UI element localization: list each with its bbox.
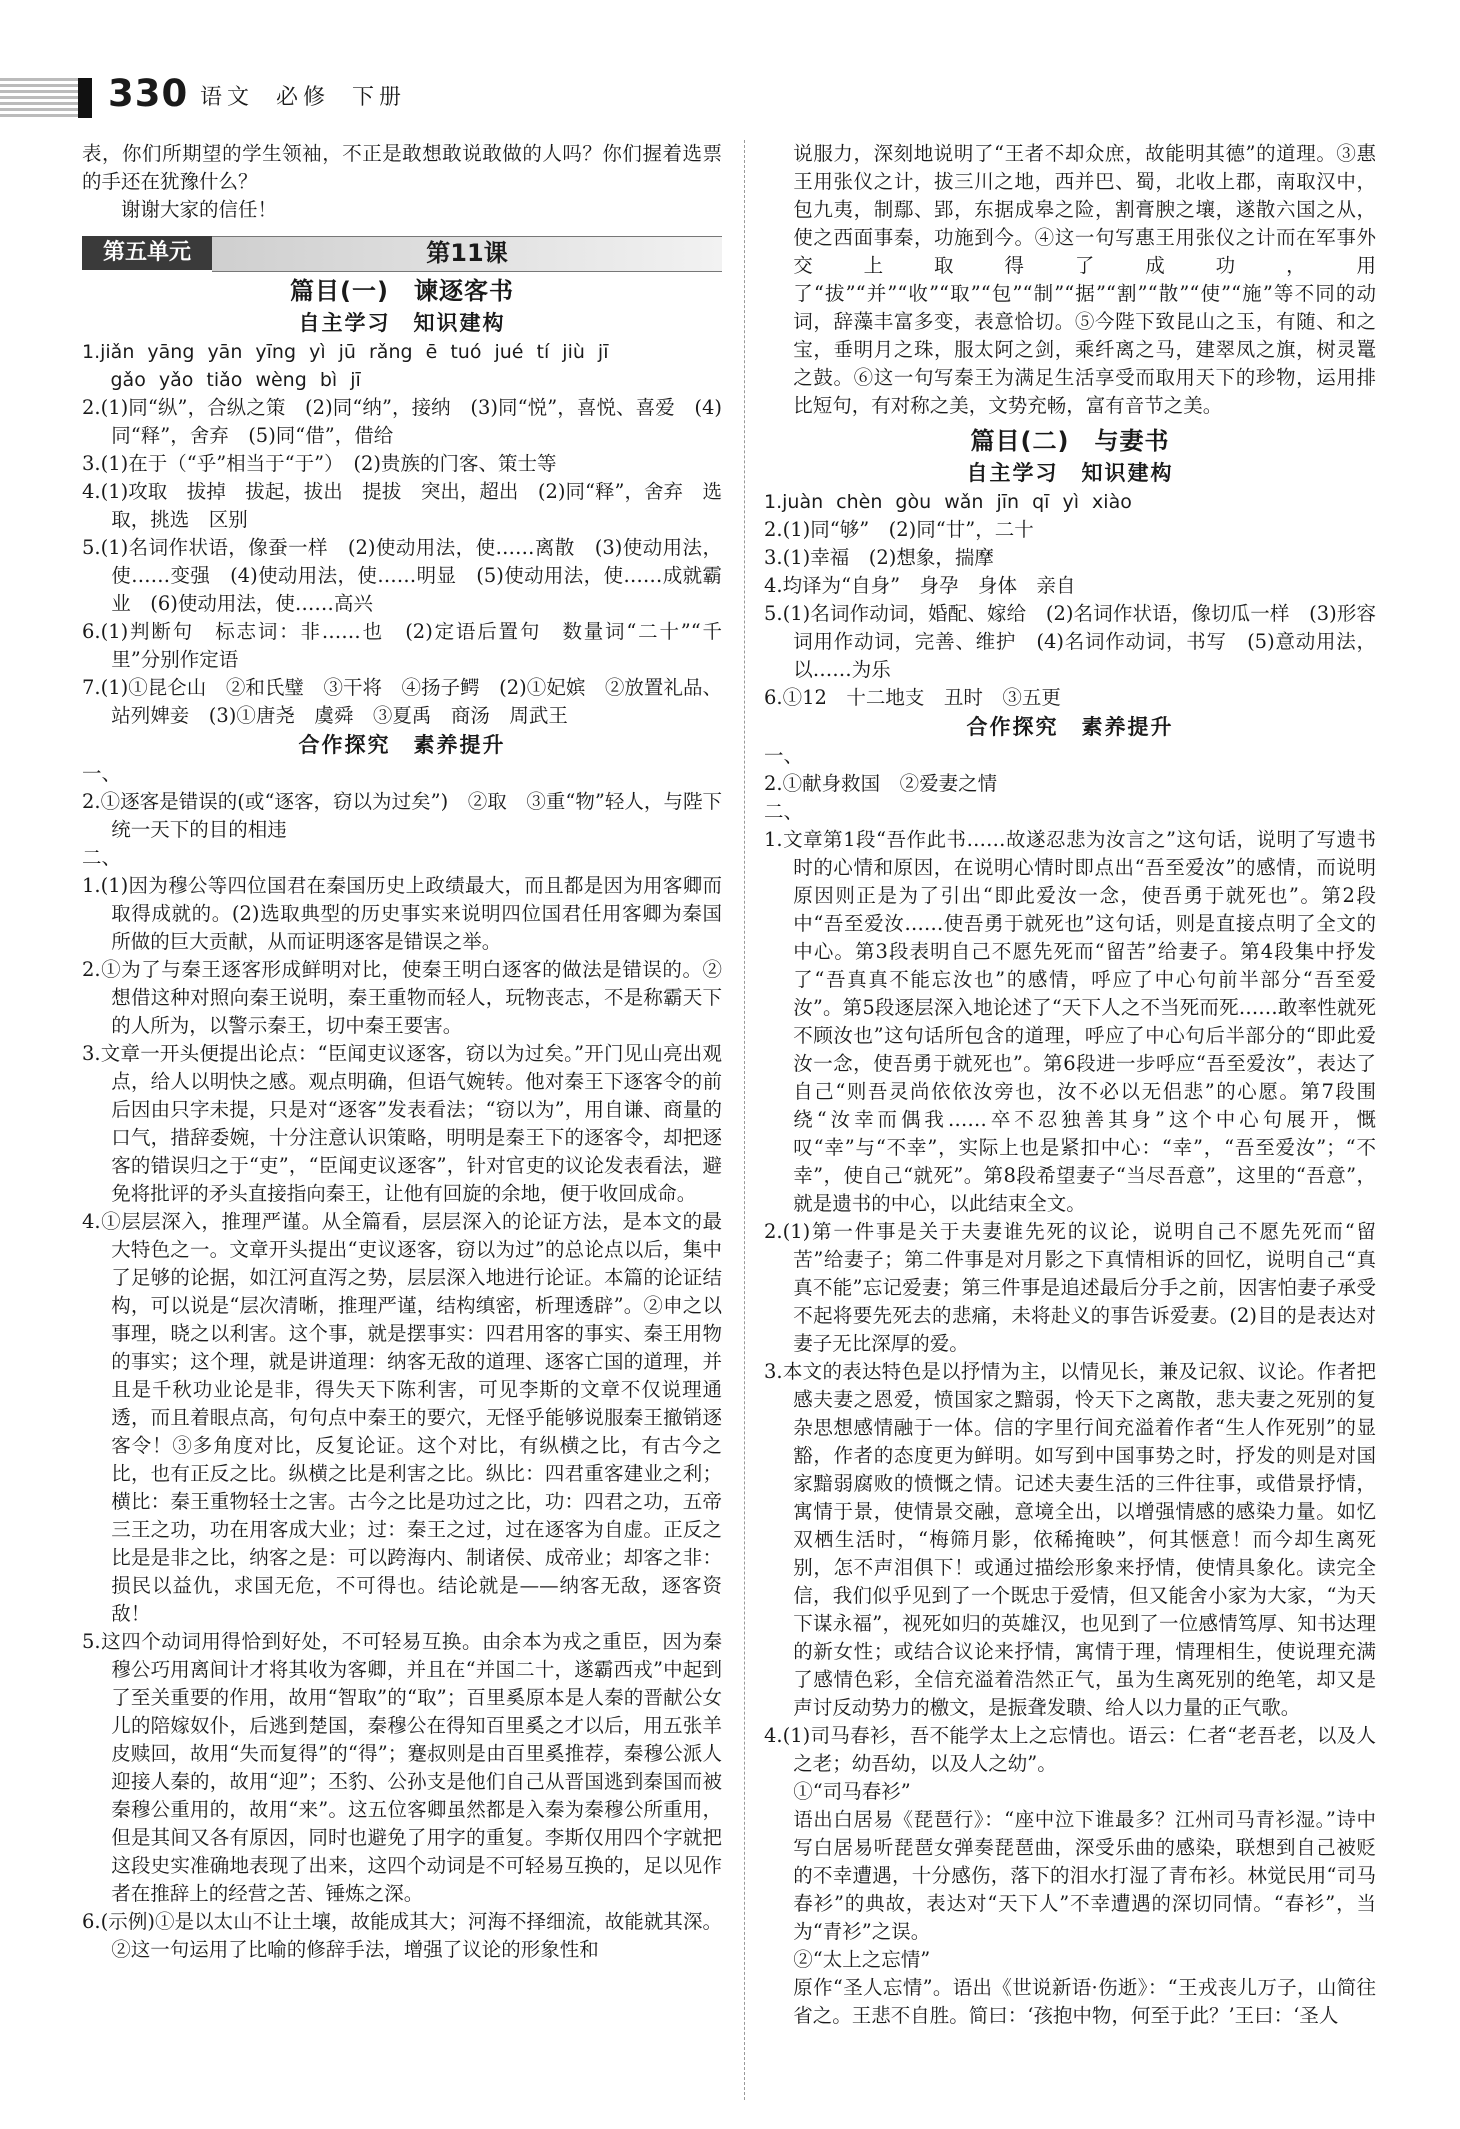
answer-item: 4.①层层深入，推理严谨。从全篇看，层层深入的论证方法，是本文的最大特色之一。文章开头提出“吏议逐客，窃以为过”的总论点以后，集中了足够的论据，如江河直泻之势，层层深入地进行论证。本篇的论证结构，可以说是“层次清晰，推理严谨，结构缜密，析理透辟”。②申之以事理，晓之以利害。这个事，就是摆事实：四君用客的事实、秦王用物的事实；这个理，就是讲道理：纳客无敌的道理、逐客亡国的道理，并且是千秋功业论是非，得失天下陈利害，可见李斯的文章不仅说理通透，而且着眼点高，句句点中秦王的要穴，无怪乎能够说服秦王撤销逐客令！③多角度对比，反复论证。这个对比，有纵横之比，有古今之比，也有正反之比。纵横之比是利害之比。纵比：四君重客建业之利；横比：秦王重物轻士之害。古今之比是功过之比，功：四君之功，五帝三王之功，功在用客成大业；过：秦王之过，过在逐客为自虚。正反之比是是非之比，纳客之是：可以跨海内、制诸侯、成帝业；却客之非：损民以益仇，求国无危，不可得也。结论就是——纳客无敌，逐客资敌！ [82, 1210, 722, 1625]
answer-item: 2.①为了与秦王逐客形成鲜明对比，使秦王明白逐客的做法是错误的。②想借这种对照向秦王说明，秦王重物而轻人，玩物丧志，不是称霸天下的人所为，以警示秦王，切中秦王要害。 [82, 958, 722, 1037]
answer-item: 3.文章一开头便提出论点：“臣闻吏议逐客，窃以为过矣。”开门见山亮出观点，给人以明快之感。观点明确，但语气婉转。他对秦王下逐客令的前后因由只字未提，只是对“逐客”发表看法；“窃以为”，用自谦、商量的口气，措辞委婉，十分注意认识策略，明明是秦王下的逐客令，却把逐客的错误归之于“吏”，“臣闻吏议逐客”，针对官吏的议论发表看法，避免将批评的矛头直接指向秦王，让他有回旋的余地，便于收回成命。 [82, 1042, 722, 1205]
answer-item: 5.(1)名词作状语，像蚕一样 (2)使动用法，使……离散 (3)使动用法，使……变强 (4)使动用法，使……明显 (5)使动用法，使……成就霸业 (6)使动用法，使……高兴 [82, 536, 722, 615]
section-title: 篇目(二) 与妻书 [970, 427, 1170, 455]
book-title: 语文 必修 下册 [200, 85, 406, 110]
answer-item: 5.(1)名词作动词，婚配、嫁给 (2)名词作状语，像切瓜一样 (3)形容词用作动词，完善、维护 (4)名词作动词，书写 (5)意动用法，以……为乐 [764, 602, 1376, 681]
pinyin-answer: 1.juàn chèn gòu wǎn jīn qī yì xiào [764, 491, 1132, 513]
unit-lesson-bar [82, 236, 722, 270]
part-heading: 二、 [764, 800, 804, 823]
subhead: 合作探究 素养提升 [298, 733, 506, 757]
answer-item: 4.(1)司马春衫，吾不能学太上之忘情也。语云：仁者“老吾老，以及人之老；幼吾幼，以及人之幼”。 [764, 1724, 1376, 1775]
subhead: 合作探究 素养提升 [966, 715, 1174, 739]
left-column [82, 140, 722, 1964]
right-column [764, 140, 1376, 2030]
answer-item: 3.本文的表达特色是以抒情为主，以情见长，兼及记叙、议论。作者把感夫妻之恩爱，愤国家之黯弱，怜天下之离散，悲夫妻之死别的复杂思想感情融于一体。信的字里行间充溢着作者“生人作死别”的显豁，作者的态度更为鲜明。如写到中国事势之时，抒发的则是对国家黯弱腐败的愤慨之情。记述夫妻生活的三件往事，或借景抒情，寓情于景，使情景交融，意境全出，以增强情感的感染力量。如忆双栖生活时，“梅筛月影，依稀掩映”，何其惬意！而今却生离死别，怎不声泪俱下！或通过描绘形象来抒情，使情具象化。读完全信，我们似乎见到了一个既忠于爱情，但又能舍小家为大家，“为天下谋永福”，视死如归的英雄汉，也见到了一位感情笃厚、知书达理的新女性；或结合议论来抒情，寓情于理，情理相生，使说理充满了感情色彩，全信充溢着浩然正气，虽为生离死别的绝笔，却又是声讨反动势力的檄文，是振聋发聩、给人以力量的正气歌。 [764, 1360, 1376, 1719]
subhead: 自主学习 知识建构 [966, 461, 1174, 485]
answer-item: 2.①逐客是错误的(或“逐客，窃以为过矣”) ②取 ③重“物”轻人，与陛下统一天下的目的相违 [82, 790, 722, 841]
header-tab [78, 78, 92, 118]
unit-label: 第五单元 [82, 236, 212, 270]
subhead: 自主学习 知识建构 [298, 311, 506, 335]
answer-subitem: 原作“圣人忘情”。语出《世说新语·伤逝》：“王戎丧儿万子，山简往省之。王悲不自胜。简曰：‘孩抱中物，何至于此？’王曰：‘圣人 [793, 1976, 1376, 2027]
answer-item: 4.(1)攻取 拔掉 拔起，拔出 提拔 突出，超出 (2)同“释”，舍弃 选取，挑选 区别 [82, 480, 722, 531]
answer-item: 6.①12 十二地支 丑时 ③五更 [764, 686, 1061, 709]
answer-item: 3.(1)在于（“乎”相当于“于”） (2)贵族的门客、策士等 [82, 452, 557, 475]
part-heading: 一、 [82, 762, 122, 785]
part-heading: 二、 [82, 846, 122, 869]
answer-item: 2.(1)同“纵”，合纵之策 (2)同“纳”，接纳 (3)同“悦”，喜悦、喜爱 (4)同“释”，舍弃 (5)同“借”，借给 [82, 396, 722, 447]
answer-item: 6.(示例)①是以太山不让土壤，故能成其大；河海不择细流，故能就其深。②这一句运用了比喻的修辞手法，增强了议论的形象性和 [82, 1910, 722, 1961]
answer-subitem: 语出白居易《琵琶行》：“座中泣下谁最多？江州司马青衫湿。”诗中写白居易听琵琶女弹奏琵琶曲，深受乐曲的感染，联想到自己被贬的不幸遭遇，十分感伤，落下的泪水打湿了青布衫。林觉民用“司马春衫”的典故，表达对“天下人”不幸遭遇的深切同情。“春衫”，当为“青衫”之误。 [793, 1808, 1376, 1943]
answer-item: 6.(1)判断句 标志词：非……也 (2)定语后置句 数量词“二十”“千里”分别作定语 [82, 620, 722, 671]
answer-continuation: 说服力，深刻地说明了“王者不却众庶，故能明其德”的道理。③惠王用张仪之计，拔三川之地，西并巴、蜀，北收上郡，南取汉中，包九夷，制鄢、郢，东据成皋之险，割膏腴之壤，遂散六国之从，使之西面事秦，功施到今。④这一句写惠王用张仪之计而在军事外交上取得了成功，用了“拔”“并”“收”“取”“包”“制”“据”“割”“散”“使”“施”等不同的动词，辞藻丰富多变，表意恰切。⑤今陛下致昆山之玉，有随、和之宝，垂明月之珠，服太阿之剑，乘纤离之马，建翠凤之旗，树灵鼍之鼓。⑥这一句写秦王为满足生活享受而取用天下的珍物，运用排比短句，有对称之美，文势充畅，富有音节之美。 [793, 142, 1376, 417]
intro-line: 表，你们所期望的学生领袖，不正是敢想敢说敢做的人吗？你们握着选票的手还在犹豫什么？ [82, 142, 722, 193]
lesson-label: 第11课 [426, 239, 508, 267]
answer-item: 5.这四个动词用得恰到好处，不可轻易互换。由余本为戎之重臣，因为秦穆公巧用离间计才将其收为客卿，并且在“并国二十，遂霸西戎”中起到了至关重要的作用，故用“智取”的“取”；百里奚原本是人秦的晋献公女儿的陪嫁奴仆，后逃到楚国，秦穆公在得知百里奚之才以后，用五张羊皮赎回，故用“失而复得”的“得”；蹇叔则是由百里奚推荐，秦穆公派人迎接人秦的，故用“迎”；丕豹、公孙支是他们自己从晋国逃到秦国而被秦穆公重用的，故用“来”。这五位客卿虽然都是入秦为秦穆公所重用，但是其间又各有原因，同时也避免了用字的重复。李斯仅用四个字就把这段史实准确地表现了出来，这四个动词是不可轻易互换的，足以见作者在推辞上的经营之苦、锤炼之深。 [82, 1630, 722, 1905]
answer-item: 1.文章第1段“吾作此书……故遂忍悲为汝言之”这句话，说明了写遗书时的心情和原因，在说明心情时即点出“吾至爱汝”的感情，而说明原因则正是为了引出“即此爱汝一念，使吾勇于就死也”。第2段中“吾至爱汝……使吾勇于就死也”这句话，则是直接点明了全文的中心。第3段表明自己不愿先死而“留苦”给妻子。第4段集中抒发了“吾真真不能忘汝也”的感情，呼应了中心句前半部分“吾至爱汝”。第5段逐层深入地论述了“天下人之不当死而死……敢率性就死不顾汝也”这句话所包含的道理，呼应了中心句后半部分的“即此爱汝一念，使吾勇于就死也”。第6段进一步呼应“吾至爱汝”，表达了自己“则吾灵尚依依汝旁也，汝不必以无侣悲”的心愿。第7段围绕“汝幸而偶我……卒不忍独善其身”这个中心句展开，慨叹“幸”与“不幸”，实际上也是紧扣中心：“幸”，“吾至爱汝”；“不幸”，使自己“就死”。第8段希望妻子“当尽吾意”，这里的“吾意”，就是遗书的中心，以此结束全文。 [764, 828, 1376, 1215]
intro-line: 谢谢大家的信任！ [121, 198, 278, 221]
header-stripes [0, 78, 78, 118]
section-title: 篇目(一) 谏逐客书 [290, 277, 514, 305]
answer-item: 7.(1)①昆仑山 ②和氏璧 ③干将 ④扬子鳄 (2)①妃嫔 ②放置礼品、站列婢妾 (3)①唐尧 虞舜 ③夏禹 商汤 周武王 [82, 676, 722, 727]
page-header [0, 72, 1460, 138]
answer-item: 2.(1)第一件事是关于夫妻谁先死的议论，说明自己不愿先死而“留苦”给妻子；第二件事是对月影之下真情相诉的回忆，说明自己“真真不能”忘记爱妻；第三件事是追述最后分手之前，因害怕妻子承受不起将要先死去的悲痛，未将赴义的事告诉爱妻。(2)目的是表达对妻子无比深厚的爱。 [764, 1220, 1376, 1355]
column-divider [744, 140, 745, 2100]
answer-item: 3.(1)幸福 (2)想象，揣摩 [764, 546, 994, 569]
part-heading: 一、 [764, 744, 804, 767]
answer-subitem: ②“太上之忘情” [793, 1948, 931, 1971]
pinyin-answer: gǎo yǎo tiǎo wèng bì jī [110, 369, 361, 391]
pinyin-answer: 1.jiǎn yāng yān yīng yì jū rǎng ē tuó jué tí jiù jī [82, 341, 609, 363]
answer-item: 2.(1)同“够” (2)同“廿”，二十 [764, 518, 1034, 541]
answer-item: 4.均译为“自身” 身孕 身体 亲自 [764, 574, 1076, 597]
answer-subitem: ①“司马春衫” [793, 1780, 911, 1803]
answer-item: 2.①献身救国 ②爱妻之情 [764, 772, 998, 795]
page-number: 330 [108, 72, 189, 115]
answer-item: 1.(1)因为穆公等四位国君在秦国历史上政绩最大，而且都是因为用客卿而取得成就的。(2)选取典型的历史事实来说明四位国君任用客卿为秦国所做的巨大贡献，从而证明逐客是错误之举。 [82, 874, 722, 953]
